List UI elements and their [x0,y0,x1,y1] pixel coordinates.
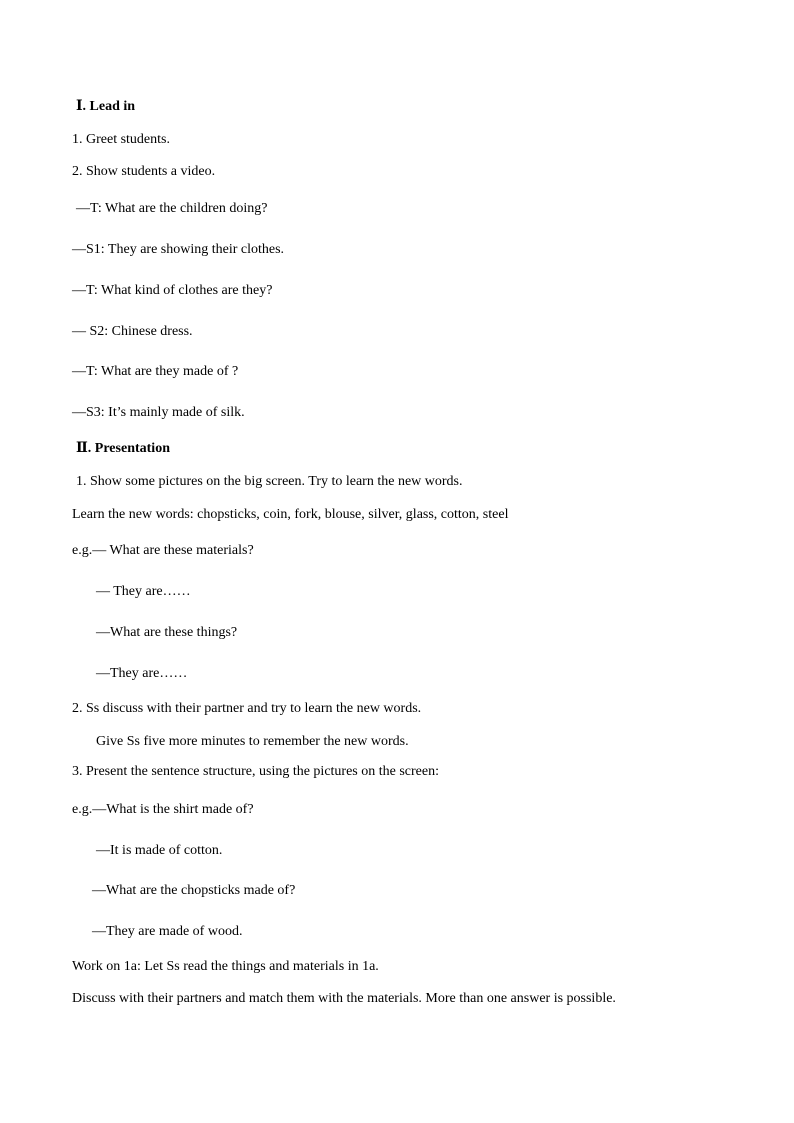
dialogue-line: —It is made of cotton. [96,843,223,858]
dialogue-line: —What are the chopsticks made of? [92,883,296,898]
paragraph-line: 2. Show students a video. [72,164,216,179]
section-heading-presentation: Ⅱ. Presentation [76,441,170,456]
dialogue-line: —What are these things? [96,625,238,640]
dialogue-line: — S2: Chinese dress. [72,324,193,339]
dialogue-line: e.g.— What are these materials? [72,543,254,558]
paragraph-line: 1. Greet students. [72,132,170,147]
paragraph-line: Work on 1a: Let Ss read the things and materials in 1a. [72,959,379,974]
paragraph-line: Learn the new words: chopsticks, coin, fork, blouse, silver, glass, cotton, steel [72,507,509,522]
paragraph-line: 3. Present the sentence structure, using the pictures on the screen: [72,764,439,779]
dialogue-line: — They are…… [96,584,191,599]
dialogue-line: —T: What are the children doing? [76,201,268,216]
dialogue-line: —T: What are they made of ? [72,364,239,379]
dialogue-line: e.g.—What is the shirt made of? [72,802,254,817]
dialogue-line: —S1: They are showing their clothes. [72,242,285,257]
dialogue-line: —They are made of wood. [92,924,243,939]
dialogue-line: —S3: It’s mainly made of silk. [72,405,245,420]
dialogue-line: —They are…… [96,666,188,681]
paragraph-line: 1. Show some pictures on the big screen. Try to learn the new words. [76,474,463,489]
paragraph-line: Discuss with their partners and match them with the materials. More than one answer is possible. [72,991,616,1006]
paragraph-line: Give Ss five more minutes to remember the new words. [96,734,409,749]
paragraph-line: 2. Ss discuss with their partner and try to learn the new words. [72,701,422,716]
section-heading-lead-in: Ⅰ. Lead in [76,99,136,114]
dialogue-line: —T: What kind of clothes are they? [72,283,273,298]
